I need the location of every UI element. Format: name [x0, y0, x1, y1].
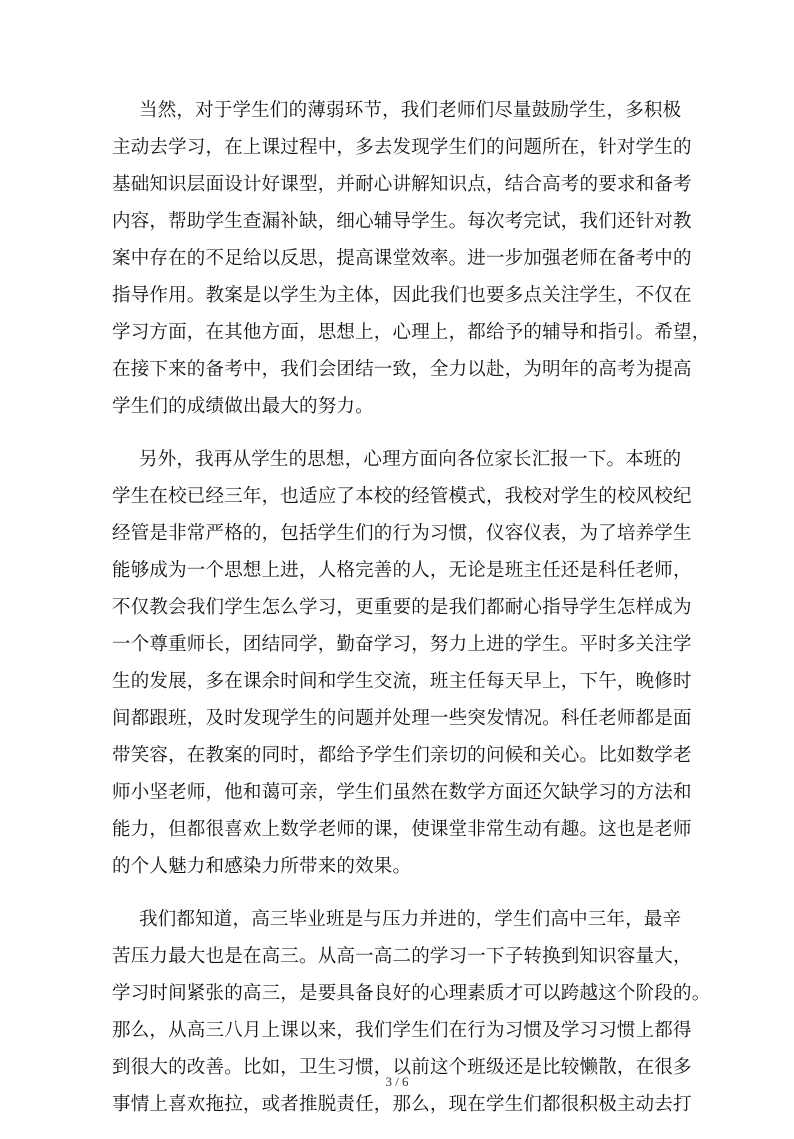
- text-line: 指导作用。教案是以学生为主体，因此我们也要多点关注学生，不仅在: [112, 285, 692, 306]
- text-line: 间都跟班，及时发现学生的问题并处理一些突发情况。科任老师都是面: [112, 708, 692, 729]
- text-line: 一个尊重师长，团结同学，勤奋学习，努力上进的学生。平时多关注学: [112, 634, 692, 655]
- text-line: 在接下来的备考中，我们会团结一致，全力以赴，为明年的高考为提高: [112, 359, 692, 380]
- text-line: 到很大的改善。比如，卫生习惯，以前这个班级还是比较懒散，在很多: [112, 1057, 692, 1078]
- body-text: [112, 92, 711, 1139]
- paragraph-1: [112, 92, 711, 425]
- text-line: 带笑容，在教案的同时，都给予学生们亲切的问候和关心。比如数学老: [112, 745, 692, 766]
- text-line: 主动去学习，在上课过程中，多去发现学生们的问题所在，针对学生的: [112, 137, 692, 158]
- text-line: 生的发展，多在课余时间和学生交流，班主任每天早上，下午，晚修时: [112, 671, 692, 692]
- text-line: 能够成为一个思想上进，人格完善的人，无论是班主任还是科任老师，: [112, 560, 692, 581]
- text-line: 经管是非常严格的，包括学生们的行为习惯，仪容仪表，为了培养学生: [112, 523, 692, 544]
- text-line: 基础知识层面设计好课型，并耐心讲解知识点，结合高考的要求和备考: [112, 174, 692, 195]
- paragraph-2: [112, 441, 692, 885]
- text-line: 内容，帮助学生查漏补缺，细心辅导学生。每次考完试，我们还针对教: [112, 211, 692, 232]
- text-line: 学习方面，在其他方面，思想上，心理上，都给予的辅导和指引。希望，: [112, 322, 711, 343]
- text-line: 不仅教会我们学生怎么学习，更重要的是我们都耐心指导学生怎样成为: [112, 597, 692, 618]
- text-line: 那么，从高三八月上课以来，我们学生们在行为习惯及学习习惯上都得: [112, 1020, 692, 1041]
- text-line: 我们都知道，高三毕业班是与压力并进的，学生们高中三年，最辛: [139, 909, 682, 930]
- text-line: 学习时间紧张的高三，是要具备良好的心理素质才可以跨越这个阶段的。: [112, 983, 711, 1004]
- text-line: 学生们的成绩做出最大的努力。: [112, 396, 374, 417]
- text-line: 师小坚老师，他和蔼可亲，学生们虽然在数学方面还欠缺学习的方法和: [112, 782, 692, 803]
- text-line: 事情上喜欢拖拉，或者推脱责任，那么，现在学生们都很积极主动去打: [112, 1094, 692, 1115]
- text-line: 另外，我再从学生的思想，心理方面向各位家长汇报一下。本班的: [139, 449, 682, 470]
- text-line: 能力，但都很喜欢上数学老师的课，使课堂非常生动有趣。这也是老师: [112, 819, 692, 840]
- text-line: 学生在校已经三年，也适应了本校的经管模式，我校对学生的校风校纪: [112, 486, 692, 507]
- text-line: 的个人魅力和感染力所带来的效果。: [112, 856, 412, 877]
- text-line: 案中存在的不足给以反思，提高课堂效率。进一步加强老师在备考中的: [112, 248, 692, 269]
- page-number: 3 / 6: [385, 1074, 409, 1089]
- text-line: 当然，对于学生们的薄弱环节，我们老师们尽量鼓励学生，多积极: [139, 100, 682, 121]
- text-line: 苦压力最大也是在高三。从高一高二的学习一下子转换到知识容量大，: [112, 946, 692, 967]
